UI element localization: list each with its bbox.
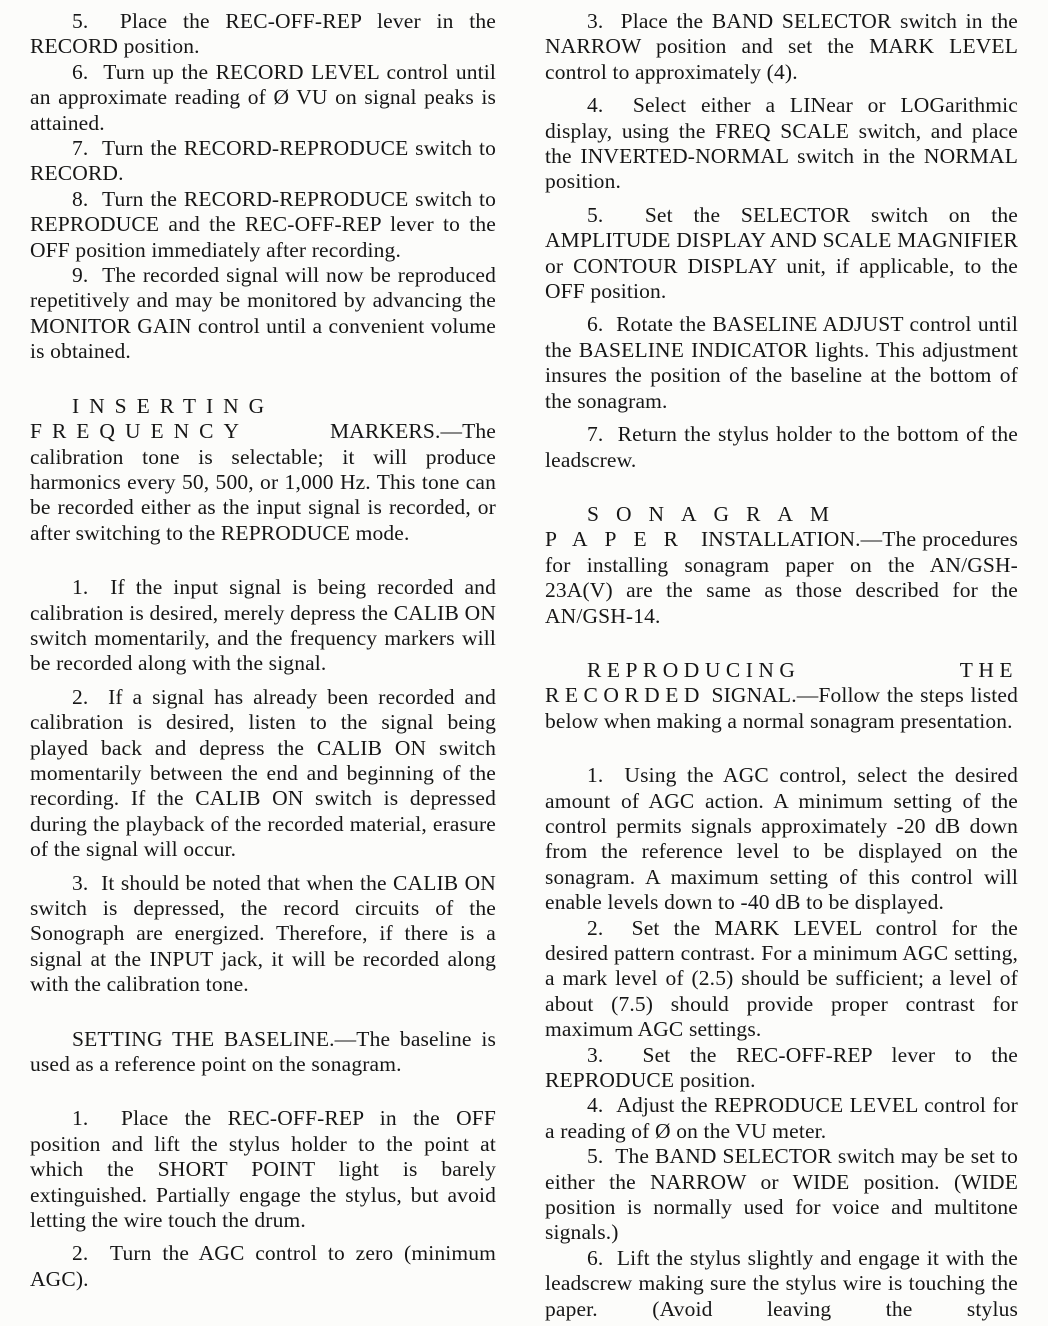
- paragraph: [545, 422, 1018, 473]
- paragraph-text: 2. Turn the AGC control to zero (minimum AGC).: [30, 1241, 496, 1291]
- paragraph: [545, 1093, 1018, 1144]
- paragraph: [545, 203, 1018, 305]
- paragraph-text: 1. Place the REC-OFF-REP in the OFF position and lift the stylus holder to the point at which the SHORT POINT light is barely extinguished. Partially engage the stylus, but avoid letting the wire touch the drum.: [30, 1106, 496, 1233]
- paragraph: [545, 502, 1018, 629]
- paragraph-text: 8. Turn the RECORD-REPRODUCE switch to REPRODUCE and the REC-OFF-REP lever to the OFF position immediately after recording.: [30, 186, 496, 262]
- paragraph: [30, 60, 496, 136]
- paragraph: [30, 575, 496, 677]
- paragraph-text: 7. Turn the RECORD-REPRODUCE switch to RECORD.: [30, 136, 496, 186]
- paragraph-text: 3. Place the BAND SELECTOR switch in the NARROW position and set the MARK LEVEL control to approximately (4).: [545, 9, 1018, 84]
- section-heading: REPRODUCING THE RECORDED: [545, 657, 1018, 708]
- paragraph-text: 3. It should be noted that when the CALIB ON switch is depressed, the record circuits of the Sonograph are energized. Therefore, if there is a signal at the INPUT jack, it will be recorded along with the calibration tone.: [30, 870, 496, 997]
- paragraph-text: 6. Rotate the BASELINE ADJUST control until the BASELINE INDICATOR lights. This adjustment insures the position of the baseline at the bottom of the sonagram.: [545, 312, 1018, 413]
- paragraph: [545, 312, 1018, 414]
- paragraph-text: 1. Using the AGC control, select the desired amount of AGC action. A minimum setting of the control permits signals approximately -20 dB down from the reference level to be displayed on the sonagram. A maximum setting of this control will enable levels down to -40 dB to be displayed.: [545, 763, 1018, 915]
- right-column: [545, 9, 1018, 1326]
- paragraph: [545, 763, 1018, 915]
- paragraph: [545, 1144, 1018, 1246]
- paragraph: [30, 1027, 496, 1078]
- paragraph-text: INSTALLATION.—The procedures for installing sonagram paper on the AN/GSH-23A(V) are the same as those described for the AN/GSH-14.: [545, 527, 1018, 628]
- paragraph: [30, 685, 496, 863]
- paragraph: [30, 187, 496, 263]
- paragraph-text: 4. Adjust the REPRODUCE LEVEL control for a reading of Ø on the VU meter.: [545, 1093, 1018, 1143]
- paragraph: [545, 9, 1018, 85]
- paragraph: [545, 1043, 1018, 1094]
- left-column: [30, 9, 496, 1326]
- paragraph: [545, 1246, 1018, 1322]
- paragraph: [30, 1241, 496, 1292]
- paragraph-text: 4. Select either a LINear or LOGarithmic display, using the FREQ SCALE switch, and place the INVERTED-NORMAL switch in the NORMAL position.: [545, 93, 1018, 194]
- paragraph-text: 5. Set the SELECTOR switch on the AMPLITUDE DISPLAY AND SCALE MAGNIFIER or CONTOUR DISPLAY unit, if applicable, to the OFF position.: [545, 202, 1018, 304]
- paragraph: [30, 871, 496, 998]
- paragraph: [30, 1106, 496, 1233]
- paragraph-text: SIGNAL.—Follow the steps listed below when making a normal sonagram presentation.: [545, 683, 1018, 733]
- paragraph: [545, 916, 1018, 1043]
- paragraph: [30, 136, 496, 187]
- paragraph-text: SETTING THE BASELINE.—The baseline is used as a reference point on the sonagram.: [30, 1026, 496, 1077]
- paragraph: [30, 263, 496, 365]
- paragraph: [30, 394, 496, 546]
- paragraph-text: 3. Set the REC-OFF-REP lever to the REPRODUCE position.: [545, 1042, 1018, 1093]
- paragraph-text: 9. The recorded signal will now be reproduced repetitively and may be monitored by advancing the MONITOR GAIN control until a convenient volume is obtained.: [30, 263, 496, 364]
- paragraph-text: 6. Lift the stylus slightly and engage it with the leadscrew making sure the stylus wire is touching the paper. (Avoid leaving the stylus: [545, 1245, 1018, 1321]
- paragraph-text: 1. If the input signal is being recorded and calibration is desired, merely depress the CALIB ON switch momentarily, and the frequency markers will be recorded along with the signal.: [30, 575, 496, 676]
- paragraph-text: MARKERS.—The calibration tone is selectable; it will produce harmonics every 50, 500, or 1,000 Hz. This tone can be recorded either as the input signal is recorded, or after switching to the REPRODUCE mode.: [30, 419, 496, 545]
- section-heading: SONAGRAM PAPER: [545, 501, 847, 552]
- paragraph-text: 5. Place the REC-OFF-REP lever in the RECORD position.: [30, 9, 496, 59]
- paragraph-text: 2. Set the MARK LEVEL control for the desired pattern contrast. For a minimum AGC setting, a mark level of (2.5) should be sufficient; a level of about (7.5) should provide proper contrast for maximum AGC settings.: [545, 915, 1018, 1042]
- paragraph-text: 6. Turn up the RECORD LEVEL control until an approximate reading of Ø VU on signal peaks is attained.: [30, 59, 496, 135]
- paragraph-text: 2. If a signal has already been recorded and calibration is desired, listen to the signal being played back and depress the CALIB ON switch momentarily between the end and beginning of the recording. If the CALIB ON switch is depressed during the playback of the recorded material, erasure of the signal will occur.: [30, 684, 496, 862]
- paragraph: [545, 658, 1018, 734]
- paragraph: [30, 9, 496, 60]
- paragraph: [545, 93, 1018, 195]
- paragraph-text: 7. Return the stylus holder to the bottom of the leadscrew.: [545, 422, 1018, 472]
- paragraph-text: 5. The BAND SELECTOR switch may be set to either the NARROW or WIDE position. (WIDE position is normally used for voice and multitone signals.): [545, 1144, 1018, 1245]
- section-heading: INSERTING FREQUENCY: [30, 393, 275, 444]
